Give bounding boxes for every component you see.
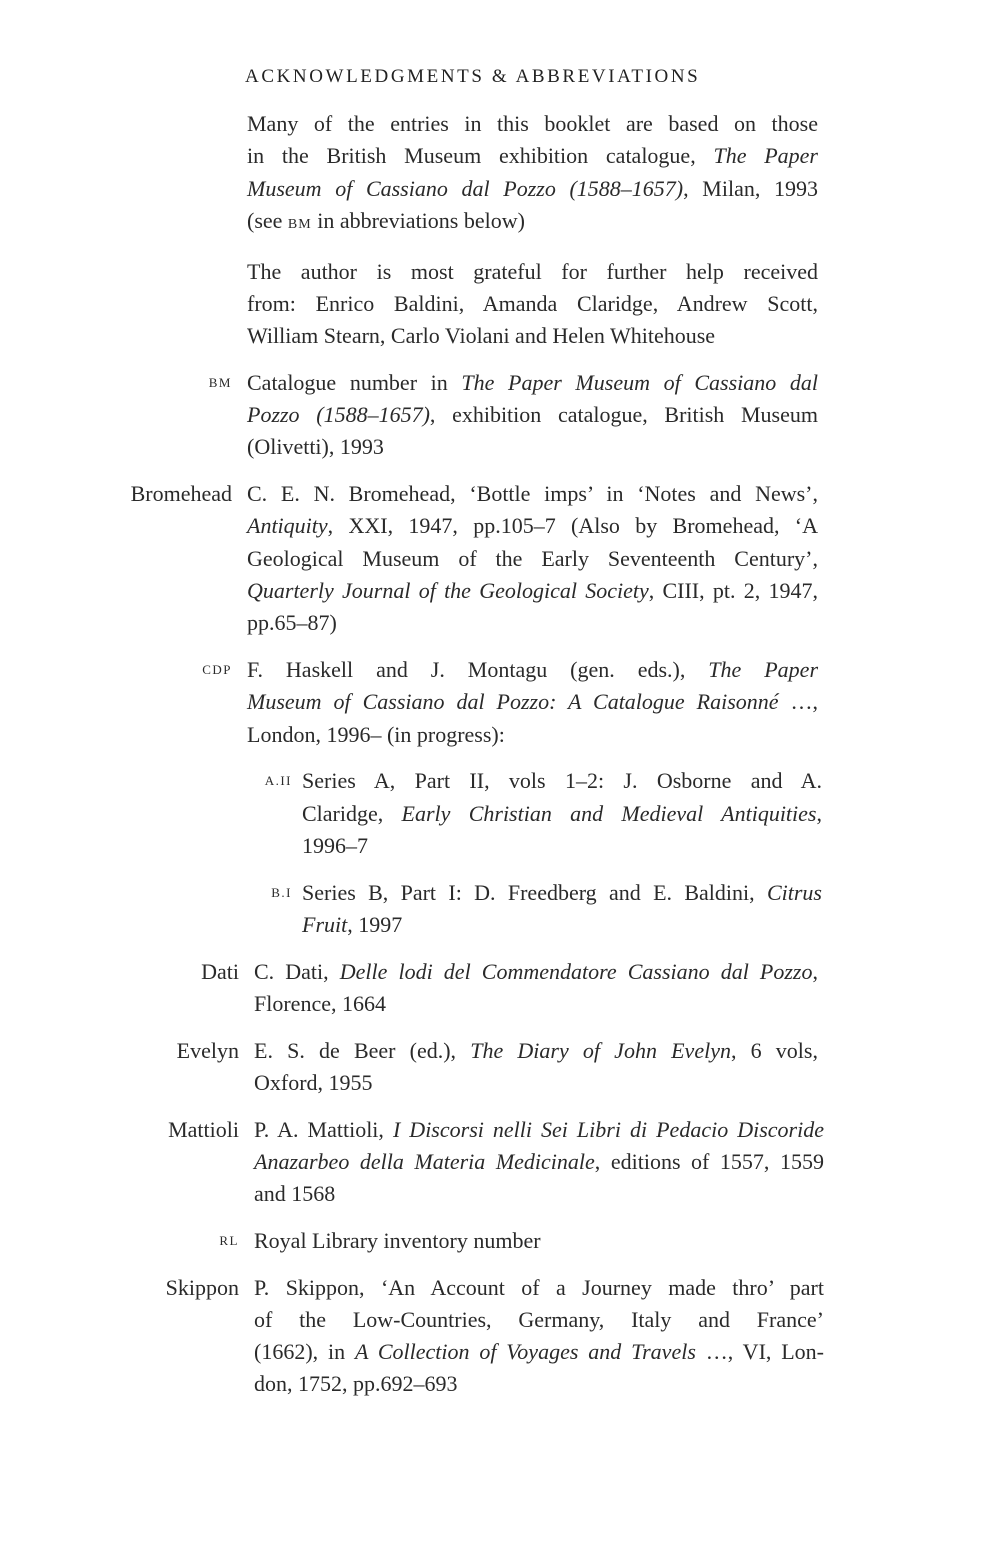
text-segment: Catalogue number in [247, 369, 462, 395]
text-line [254, 1035, 818, 1067]
text-segment: E. S. de Beer (ed.), [254, 1037, 471, 1063]
intro-paragraph [0, 256, 999, 353]
abbreviation-entry [0, 1272, 999, 1401]
abbreviation-label: Mattioli [168, 1116, 239, 1142]
text-line [247, 140, 818, 172]
text-line [302, 798, 822, 830]
abbreviation-entry [0, 367, 999, 464]
text-line [254, 1336, 824, 1368]
text-line [247, 654, 818, 686]
italic-title: Antiquity [247, 513, 328, 539]
entry-text [247, 256, 818, 353]
text-line [247, 478, 818, 510]
text-line [247, 320, 818, 352]
italic-title: A Collection of Voyages and Travels [354, 1339, 696, 1365]
entry-text [302, 877, 822, 942]
text-segment: in the British Museum exhibition catalogue, [247, 143, 714, 169]
text-segment: P. A. Mattioli, [254, 1116, 393, 1142]
entry-text [254, 956, 818, 1021]
text-line [247, 173, 818, 205]
text-line [247, 543, 818, 575]
text-segment: (see [247, 207, 288, 233]
text-segment: BM [287, 216, 312, 232]
text-line [302, 877, 822, 909]
text-segment: Geological Museum of the Early Seventeenth Century’, [247, 545, 818, 571]
abbreviation-label: B.I [271, 884, 292, 900]
text-segment: don, 1752, pp.692–693 [254, 1371, 458, 1397]
text-line [247, 575, 818, 607]
entry-text [247, 367, 818, 464]
text-segment: Series A, Part II, vols 1–2: J. Osborne and A. [302, 768, 822, 794]
text-segment: Claridge, [302, 800, 402, 826]
text-segment: (1662), in [254, 1339, 355, 1365]
entry-text [254, 1035, 818, 1100]
italic-title: Early Christian and Medieval Antiquities [401, 800, 817, 826]
text-line [254, 1178, 824, 1210]
text-segment: The author is most grateful for further help received [247, 258, 818, 284]
text-line [254, 1146, 824, 1178]
abbreviation-label: A.II [264, 773, 292, 789]
text-segment: , CIII, pt. 2, 1947, [648, 578, 819, 604]
abbreviation-entry [0, 1225, 999, 1257]
abbreviation-label: Dati [201, 958, 239, 984]
abbreviation-entry [0, 478, 999, 639]
text-line [302, 765, 822, 797]
italic-title: The Paper [708, 657, 819, 683]
text-segment: London, 1996– (in progress): [247, 721, 505, 747]
abbreviation-label: RL [219, 1232, 239, 1248]
text-line [247, 288, 818, 320]
text-line [302, 830, 822, 862]
abbreviation-entry [0, 654, 999, 751]
intro-paragraph [0, 108, 999, 241]
text-line [254, 1368, 824, 1400]
text-segment: , 1997 [347, 911, 403, 937]
text-line [302, 909, 822, 941]
entry-text [254, 1114, 824, 1211]
text-segment: and 1568 [254, 1181, 336, 1207]
text-segment: Oxford, 1955 [254, 1069, 373, 1095]
text-line [254, 988, 818, 1020]
text-segment: F. Haskell and J. Montagu (gen. eds.), [247, 657, 709, 683]
text-segment: …, [778, 689, 818, 715]
italic-title: Museum of Cassiano dal Pozzo: A Catalogue Raisonné [247, 689, 779, 715]
text-line [254, 1114, 824, 1146]
text-segment: , Milan, 1993 [683, 175, 818, 201]
text-segment: , 6 vols, [730, 1037, 818, 1063]
text-segment: , exhibition catalogue, British Museum [429, 402, 818, 428]
text-segment: from: Enrico Baldini, Amanda Claridge, Andrew Scott, [247, 290, 818, 316]
text-segment: Royal Library inventory number [254, 1227, 541, 1253]
text-line [247, 256, 818, 288]
text-segment: William Stearn, Carlo Violani and Helen Whitehouse [247, 323, 716, 349]
text-segment: C. Dati, [254, 958, 340, 984]
text-line [247, 367, 818, 399]
text-line [254, 1304, 824, 1336]
abbreviation-label: Evelyn [176, 1037, 239, 1063]
text-segment: pp.65–87) [247, 610, 337, 636]
entry-text [254, 1225, 824, 1257]
text-segment: C. E. N. Bromehead, ‘Bottle imps’ in ‘Notes and News’, [247, 481, 818, 507]
abbreviation-label: CDP [202, 662, 232, 678]
entry-text [247, 478, 818, 639]
text-line [254, 956, 818, 988]
text-segment: P. Skippon, ‘An Account of a Journey made thro’ part [254, 1274, 824, 1300]
text-line [254, 1067, 818, 1099]
text-segment: …, VI, Lon- [695, 1339, 825, 1365]
abbreviation-label: Bromehead [130, 481, 232, 507]
text-line [247, 431, 818, 463]
abbreviation-entry [0, 765, 999, 862]
italic-title: Fruit [302, 911, 348, 937]
italic-title: Anazarbeo della Materia Medicinale [254, 1148, 595, 1174]
text-segment: , editions of 1557, 1559 [594, 1148, 824, 1174]
abbreviation-entry [0, 877, 999, 942]
italic-title: Delle lodi del Commendatore Cassiano dal Pozzo [339, 958, 813, 984]
text-line [247, 399, 818, 431]
text-segment: Florence, 1664 [254, 990, 386, 1016]
text-segment: Many of the entries in this booklet are based on those [247, 111, 818, 136]
text-line [247, 686, 818, 718]
text-segment: , XXI, 1947, pp.105–7 (Also by Bromehead, ‘A [327, 513, 818, 539]
italic-title: Quarterly Journal of the Geological Society [247, 578, 649, 604]
italic-title: The Diary of John Evelyn [470, 1037, 731, 1063]
entry-text [247, 108, 818, 241]
text-segment: Series B, Part I: D. Freedberg and E. Baldini, [302, 879, 767, 905]
text-segment: , [812, 958, 818, 984]
text-line [254, 1272, 824, 1304]
abbreviation-entry [0, 956, 999, 1021]
text-line [247, 510, 818, 542]
text-line [247, 108, 818, 140]
italic-title: Pozzo (1588–1657) [247, 402, 430, 428]
text-segment: , [816, 800, 822, 826]
text-segment: (Olivetti), 1993 [247, 434, 384, 460]
italic-title: The Paper [713, 143, 818, 169]
italic-title: Citrus [766, 879, 822, 905]
abbreviation-label: BM [208, 374, 232, 390]
text-line [247, 205, 818, 241]
abbreviation-entry [0, 1035, 999, 1100]
entry-text [247, 654, 818, 751]
italic-title: I Discorsi nelli Sei Libri di Pedacio Discoride [392, 1116, 824, 1142]
text-segment: 1996–7 [302, 832, 368, 858]
italic-title: The Paper Museum of Cassiano dal [461, 369, 818, 395]
text-line [247, 607, 818, 639]
italic-title: Museum of Cassiano dal Pozzo (1588–1657) [247, 175, 684, 201]
entry-text [254, 1272, 824, 1401]
text-line [254, 1225, 824, 1257]
text-line [247, 719, 818, 751]
page-heading: ACKNOWLEDGMENTS & ABBREVIATIONS [245, 66, 701, 87]
abbreviation-entry [0, 1114, 999, 1211]
text-segment: of the Low-Countries, Germany, Italy and France’ [254, 1306, 824, 1332]
entry-text [302, 765, 822, 862]
abbreviation-label: Skippon [165, 1274, 239, 1300]
text-segment: in abbreviations below) [311, 207, 525, 233]
abbreviations-list [0, 108, 999, 1415]
